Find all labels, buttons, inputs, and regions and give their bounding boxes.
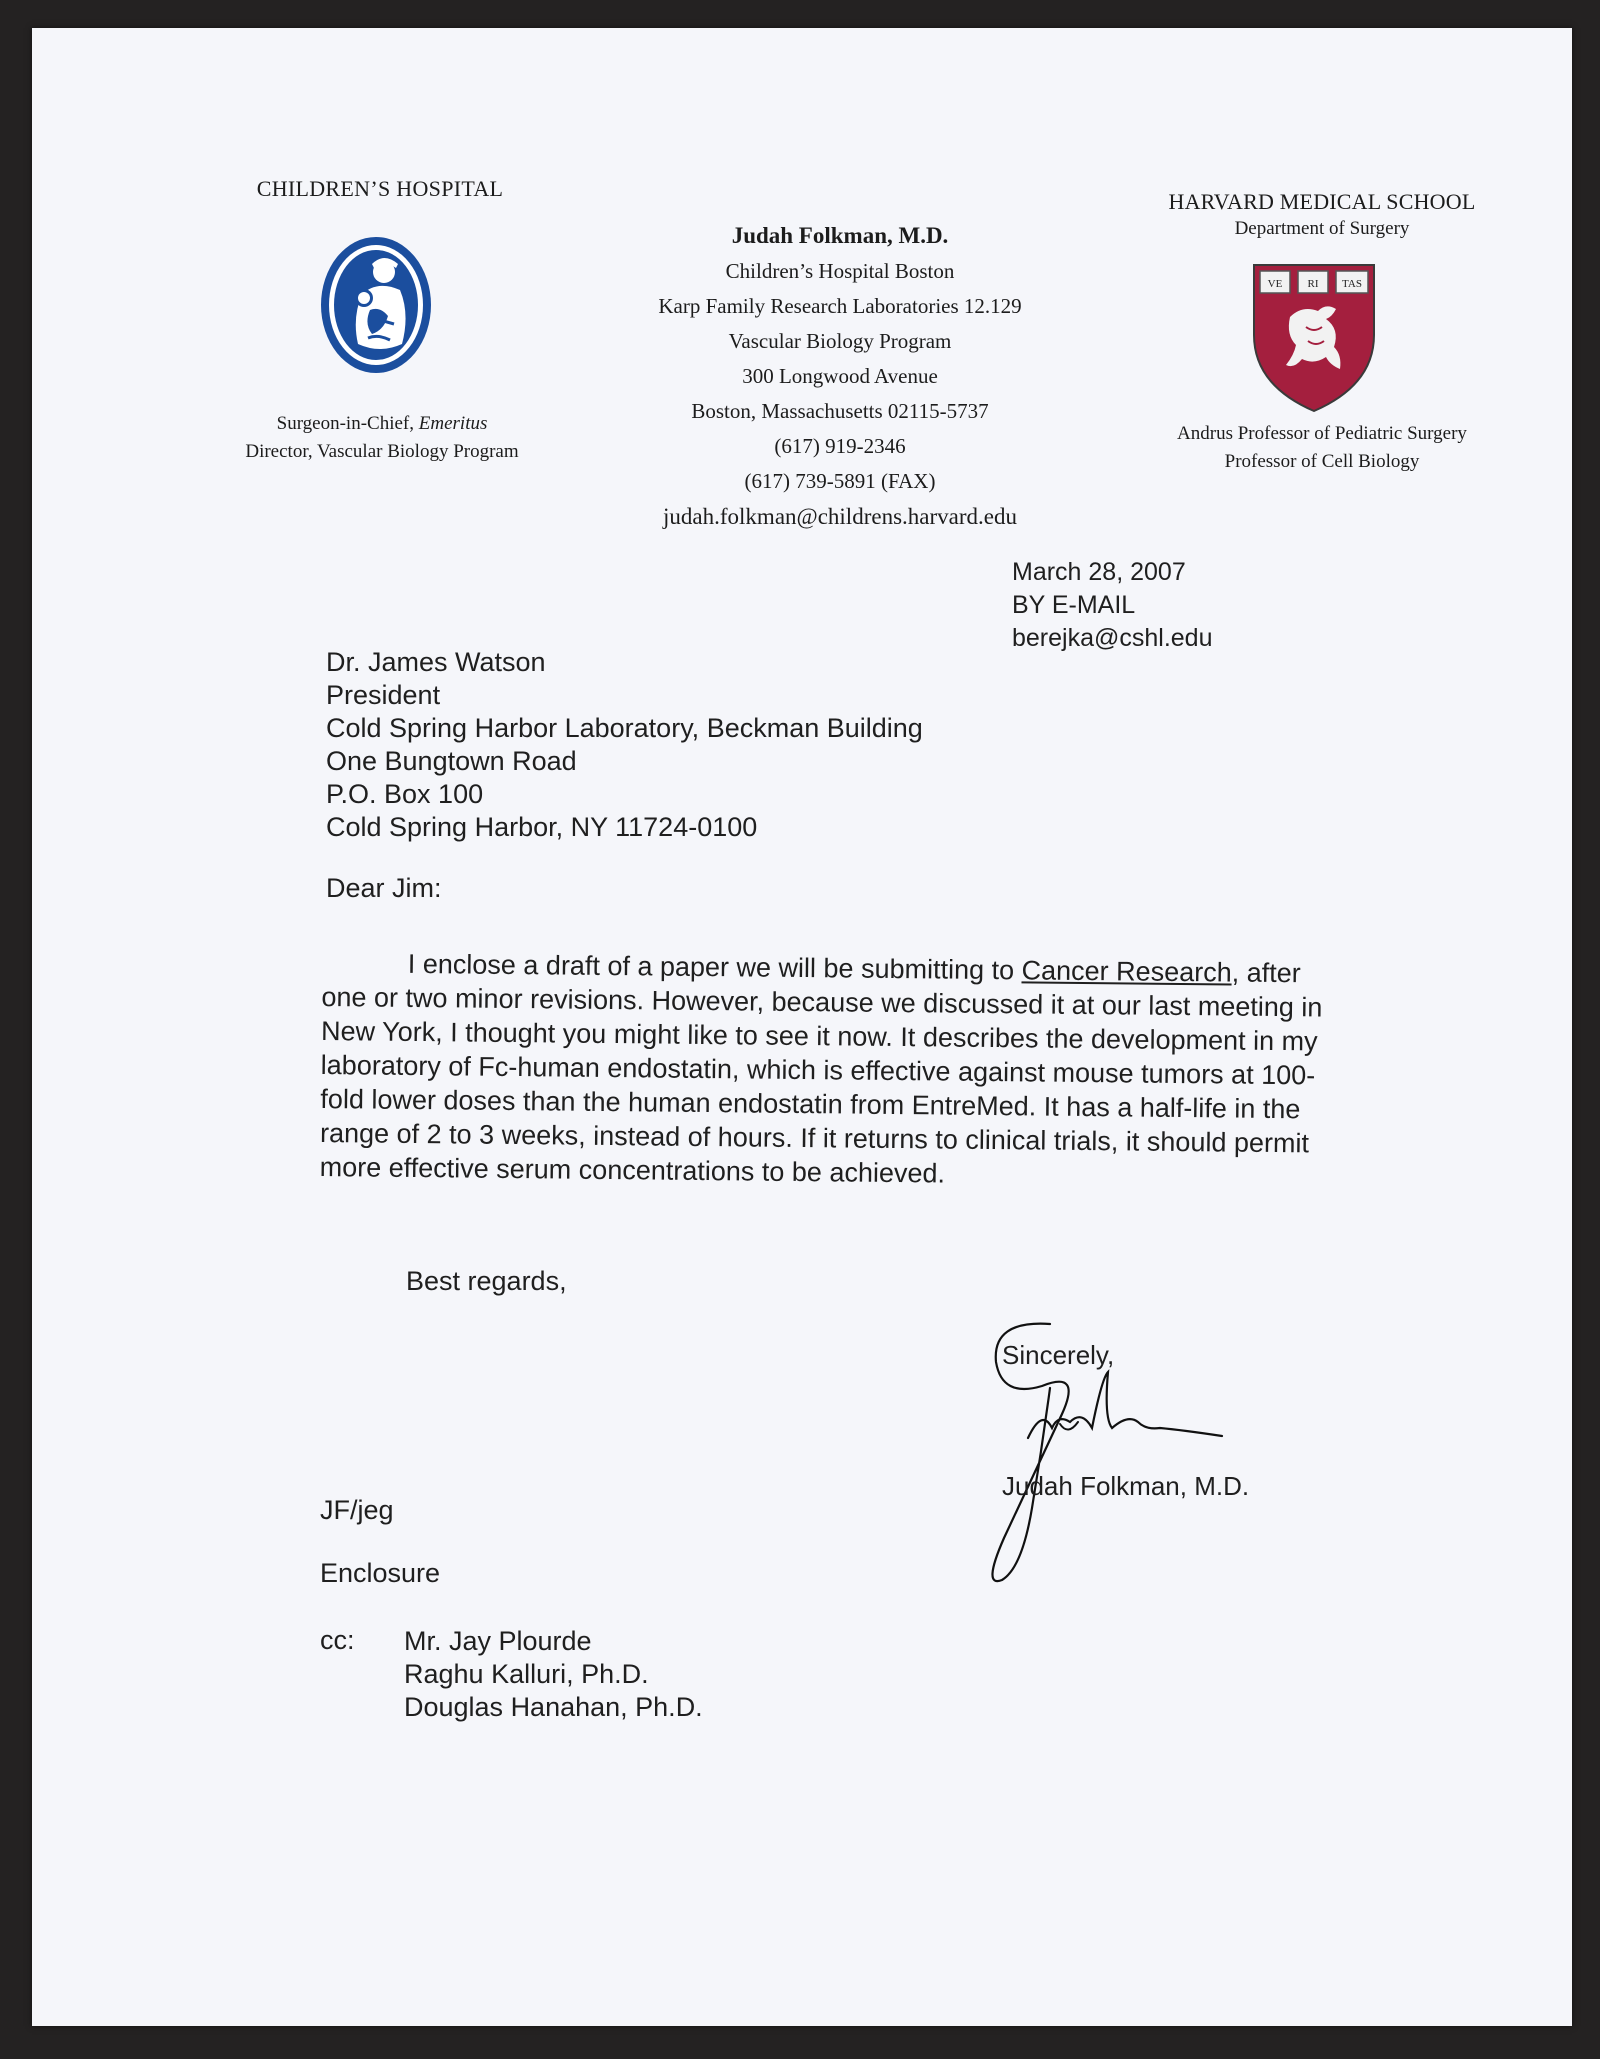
recipient-line: Dr. James Watson	[326, 647, 546, 677]
letter-page	[32, 28, 1572, 2026]
letter-date: March 28, 2007	[1012, 558, 1186, 586]
letterhead-contact-block	[600, 218, 1080, 535]
recipient-line: P.O. Box 100	[326, 779, 484, 809]
letterhead-phone: (617) 919-2346	[774, 434, 906, 458]
cc-recipient: Mr. Jay Plourde	[404, 1626, 592, 1656]
signer-name: Judah Folkman, M.D.	[1002, 1471, 1250, 1501]
letter-body-paragraph	[320, 946, 1342, 1195]
shield-text-tas: TAS	[1342, 278, 1362, 290]
closing-sincerely: Sincerely,	[1002, 1340, 1115, 1370]
left-title-line1: Surgeon-in-Chief,	[276, 413, 419, 434]
letterhead-fax: (617) 739-5891 (FAX)	[744, 469, 936, 493]
handwritten-signature	[932, 1318, 1252, 1618]
recipient-email: berejka@cshl.edu	[1012, 624, 1213, 652]
recipient-line: Cold Spring Harbor, NY 11724-0100	[326, 812, 758, 842]
right-title-line1: Andrus Professor of Pediatric Surgery	[1177, 423, 1467, 444]
letterhead-line: Karp Family Research Laboratories 12.129	[658, 294, 1022, 318]
recipient-address	[326, 646, 923, 844]
childrens-hospital-logo	[318, 234, 434, 376]
recipient-line: One Bungtown Road	[326, 746, 577, 776]
delivery-method: BY E-MAIL	[1012, 591, 1136, 619]
shield-text-ri: RI	[1307, 278, 1319, 290]
harvard-shield-logo	[1250, 261, 1378, 413]
letterhead-email: judah.folkman@childrens.harvard.edu	[663, 504, 1017, 529]
body-text-part1: I enclose a draft of a paper we will be submitting to	[407, 948, 1022, 986]
letterhead-line: Vascular Biology Program	[728, 329, 952, 353]
enclosure-note: Enclosure	[320, 1558, 441, 1588]
childrens-hospital-name: CHILDREN’S HOSPITAL	[256, 176, 504, 201]
typist-initials: JF/jeg	[320, 1495, 394, 1525]
letterhead-line: 300 Longwood Avenue	[742, 364, 938, 388]
body-text-part2: , after one or two minor revisions. However, because we discussed it at our last meeting in New York, I thought you might like to see it now. It describes the development in my laboratory of Fc-human endostatin, which is effective against mouse tumors at 100-fold lower doses than the human endostatin from EntreMed. It has a half-life in the range of 2 to 3 weeks, instead of hours. If it returns to clinical trials, it should permit more effective serum concentrations to be achieved.	[319, 957, 1323, 1189]
right-title-block	[1122, 420, 1522, 476]
letterhead-name: Judah Folkman, M.D.	[731, 223, 949, 248]
recipient-line: Cold Spring Harbor Laboratory, Beckman Building	[326, 713, 923, 743]
salutation: Dear Jim:	[326, 873, 442, 903]
shield-text-ve: VE	[1267, 278, 1283, 290]
right-title-line2: Professor of Cell Biology	[1224, 451, 1420, 472]
left-title-line2: Director, Vascular Biology Program	[245, 441, 519, 462]
dateline-block	[1012, 556, 1213, 655]
cc-recipient: Douglas Hanahan, Ph.D.	[404, 1692, 703, 1722]
department-name: Department of Surgery	[1234, 218, 1410, 239]
cc-label: cc:	[320, 1625, 355, 1655]
harvard-header	[1122, 188, 1522, 242]
cc-list	[404, 1625, 703, 1724]
best-regards: Best regards,	[406, 1266, 567, 1296]
recipient-line: President	[326, 680, 441, 710]
letterhead-line: Children’s Hospital Boston	[725, 259, 955, 283]
left-title-block	[212, 410, 552, 466]
journal-title: Cancer Research	[1021, 955, 1232, 988]
harvard-medical-school-name: HARVARD MEDICAL SCHOOL	[1168, 189, 1476, 214]
cc-recipient: Raghu Kalluri, Ph.D.	[404, 1659, 649, 1689]
letterhead-line: Boston, Massachusetts 02115-5737	[691, 399, 989, 423]
left-title-emeritus: Emeritus	[418, 413, 488, 434]
